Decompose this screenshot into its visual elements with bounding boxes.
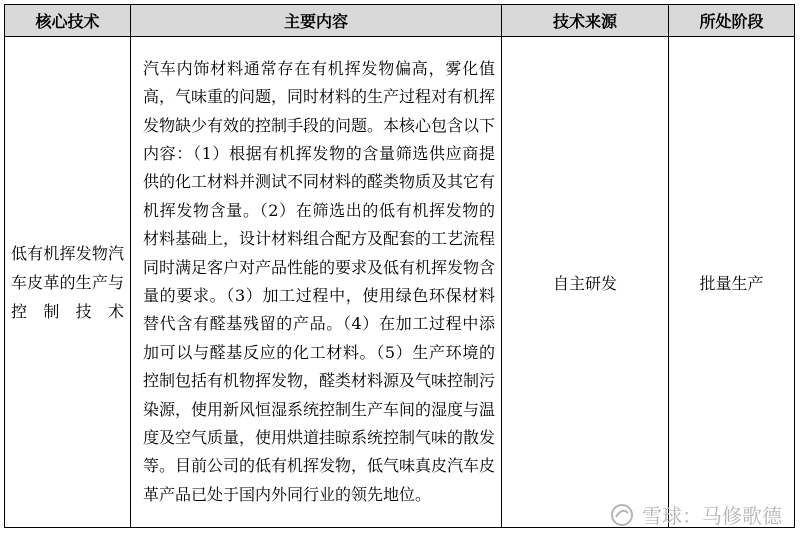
snowball-logo-icon [610, 503, 634, 527]
table-header-row [5, 5, 795, 37]
header-main-content: 主要内容 [131, 5, 502, 37]
cell-stage: 批量生产 [669, 37, 795, 528]
header-technology-source: 技术来源 [502, 5, 669, 37]
cell-technology-name: 低有机挥发物汽车皮革的生产与控制技术 [5, 37, 131, 528]
header-core-technology: 核心技术 [5, 5, 131, 37]
header-stage: 所处阶段 [669, 5, 795, 37]
core-technology-table [4, 4, 795, 528]
cell-technology-source: 自主研发 [502, 37, 669, 528]
watermark-text: 雪球：马修歌德 [642, 504, 782, 528]
table-row [5, 37, 795, 528]
watermark [610, 500, 782, 529]
cell-main-content: 汽车内饰材料通常存在有机挥发物偏高，雾化值高，气味重的问题，同时材料的生产过程对有机挥发物缺少有效的控制手段的问题。本核心包含以下内容：（1）根据有机挥发物的含量筛选供应商提供的化工材料并测试不同材料的醛类物质及其它有机挥发物含量。（2）在筛选出的低有机挥发物的材料基础上，设计材料组合配方及配套的工艺流程同时满足客户对产品性能的要求及低有机挥发物含量的要求。（3）加工过程中，使用绿色环保材料替代含有醛基残留的产品。（4）在加工过程中添加可以与醛基反应的化工材料。（5）生产环境的控制包括有机物挥发物，醛类材料源及气味控制污染源，使用新风恒湿系统控制生产车间的湿度与温度及空气质量，使用烘道挂晾系统控制气味的散发等。目前公司的低有机挥发物，低气味真皮汽车皮革产品已处于国内外同行业的领先地位。 [131, 37, 502, 528]
